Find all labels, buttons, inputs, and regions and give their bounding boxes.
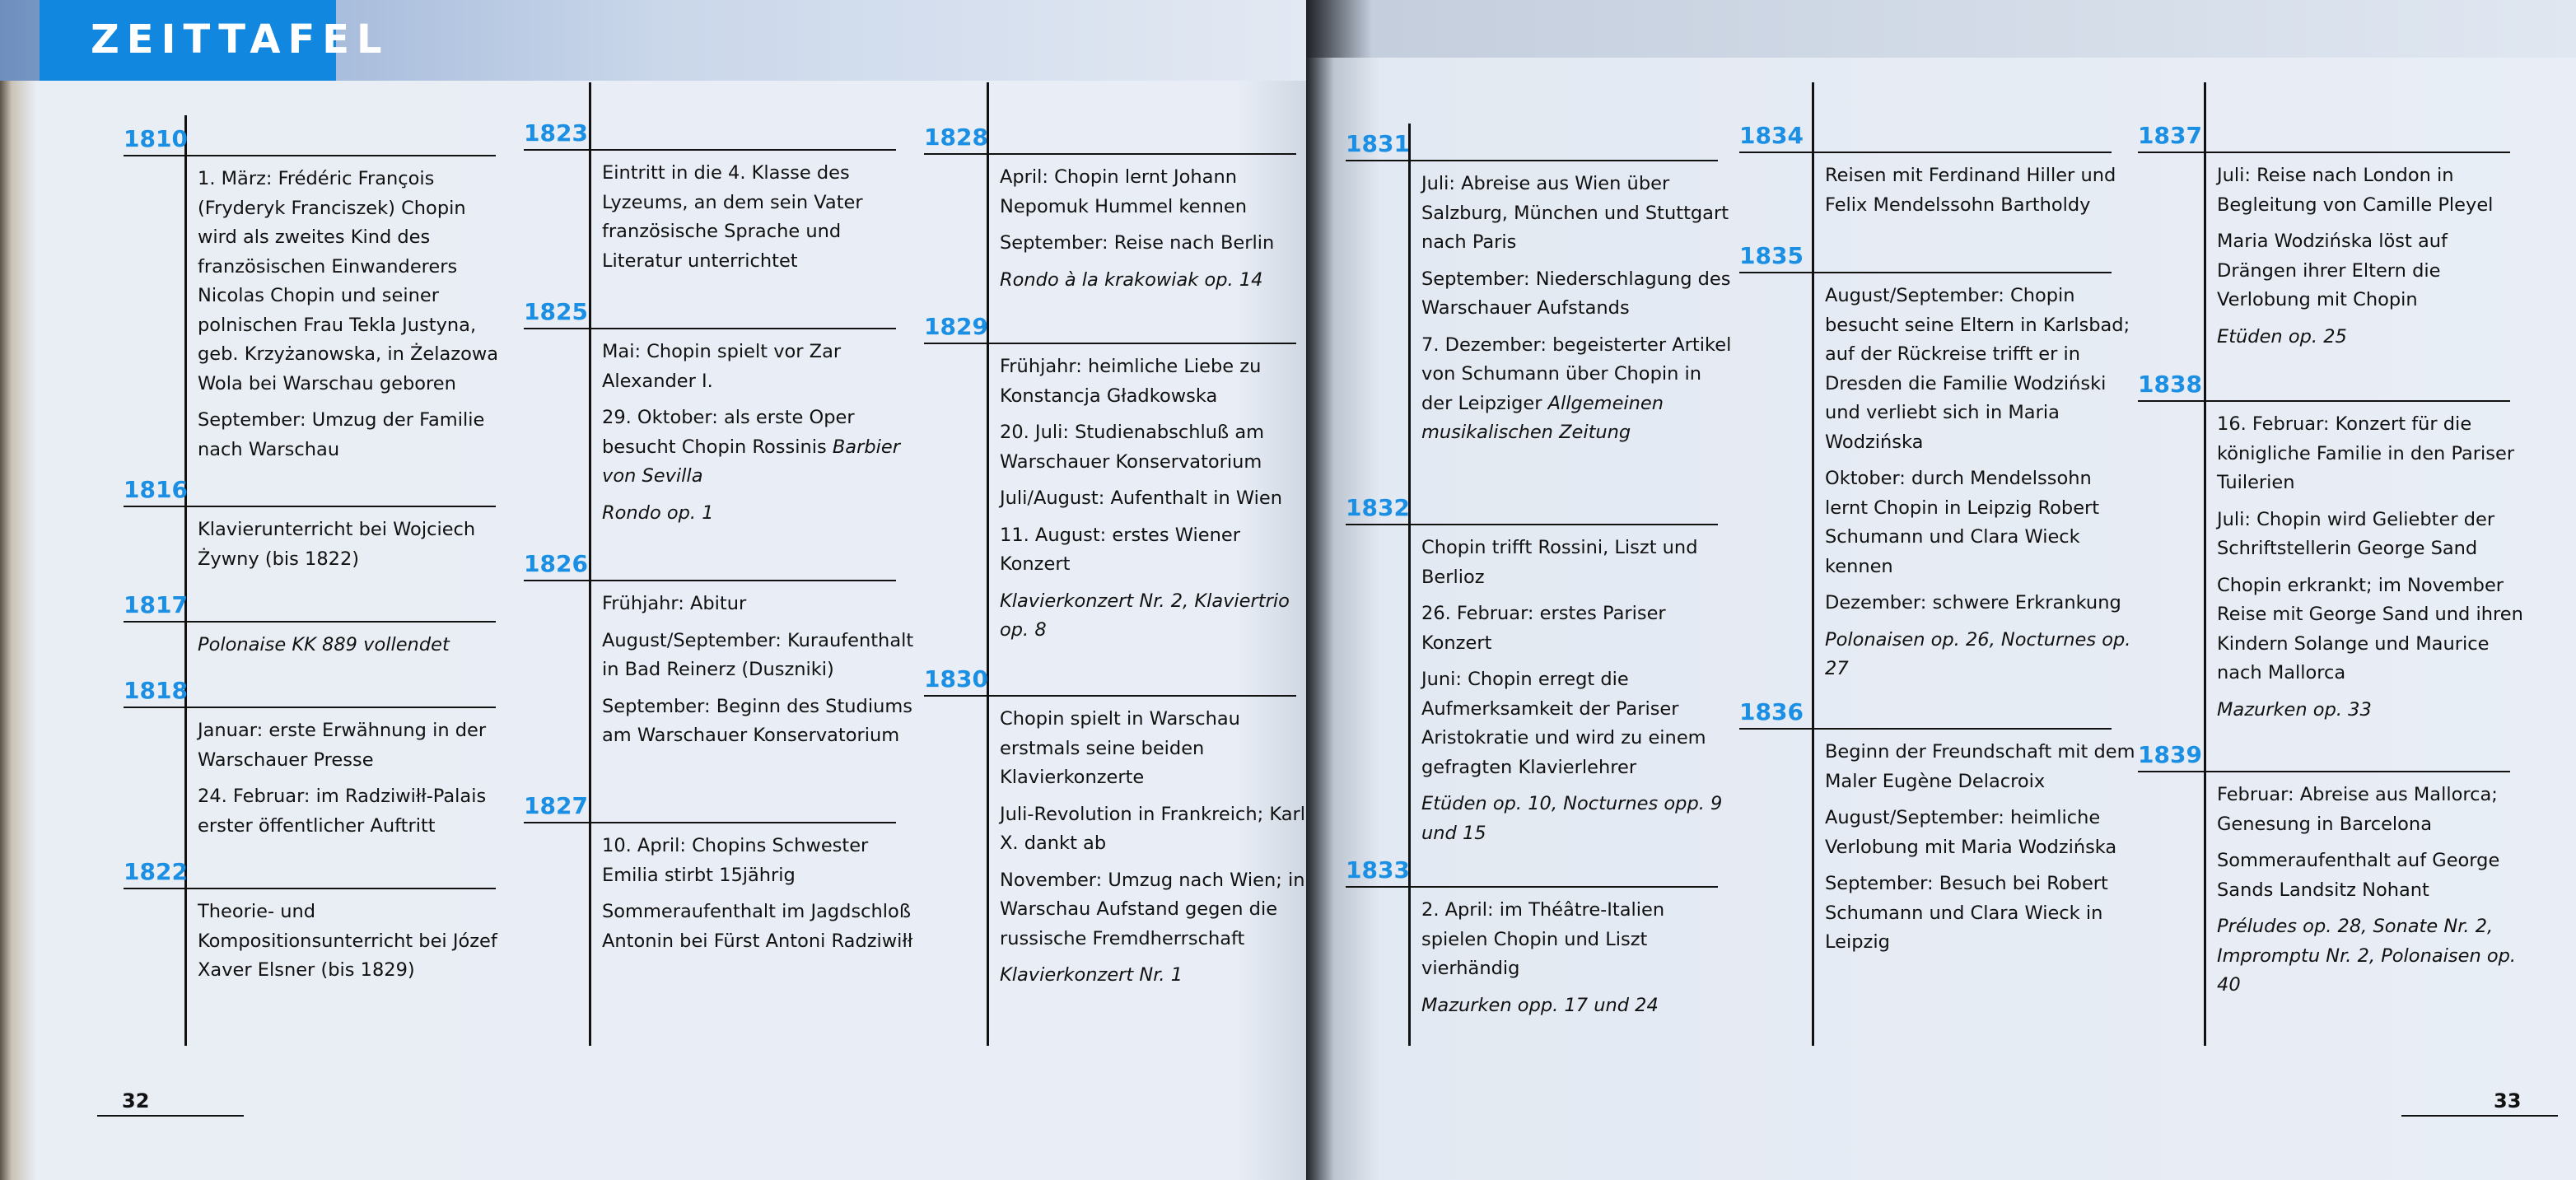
- year-entry: [2217, 781, 2530, 1008]
- page-number-left: 32: [122, 1089, 150, 1112]
- year-entry: [1825, 282, 2138, 692]
- year-label: 1810: [124, 125, 188, 152]
- year-label: 1825: [524, 298, 588, 325]
- year-rule: [1346, 160, 1718, 161]
- event-text: Dezember: schwere Erkrankung: [1825, 592, 2121, 613]
- year-label: 1817: [124, 591, 188, 618]
- event-text: Chopin erkrankt; im November Reise mit George Sand und ihren Kindern Solange und Maurice nach Mallorca: [2217, 574, 2523, 683]
- year-rule: [124, 707, 496, 708]
- year-label: 1830: [924, 665, 988, 693]
- event-text: Juli: Abreise aus Wien über Salzburg, München und Stuttgart nach Paris: [1421, 173, 1729, 253]
- year-rule: [524, 580, 896, 581]
- event-text: 7. Dezember: begeisterter Artikel von Schumann über Chopin in der Leipziger Allgemeinen musikalischen Zeitung: [1421, 333, 1732, 443]
- event-text: Eintritt in die 4. Klasse des Lyzeums, an dem sein Vater französische Sprache und Literatur unterrichtet: [602, 162, 863, 272]
- year-rule: [1739, 728, 2112, 730]
- event-text: Maria Wodzińska löst auf Drängen ihrer Eltern die Verlobung mit Chopin: [2217, 231, 2448, 310]
- event-text: August/September: Kuraufenthalt in Bad Reinerz (Duszniki): [602, 629, 914, 680]
- timeline-column-2: [524, 0, 919, 1180]
- year-label: 1829: [924, 313, 988, 340]
- event-text: September: Beginn des Studiums am Warschauer Konservatorium: [602, 695, 912, 746]
- timeline-column-3: [924, 0, 1306, 1180]
- year-rule: [524, 328, 896, 329]
- event-text: September: Reise nach Berlin: [1000, 232, 1275, 254]
- work-title: Etüden op. 10, Nocturnes opp. 9 und 15: [1421, 793, 1723, 844]
- event-text: Chopin spielt in Warschau erstmals seine beiden Klavierkonzerte: [1000, 708, 1240, 788]
- year-label: 1822: [124, 858, 188, 885]
- event-text: Mai: Chopin spielt vor Zar Alexander I.: [602, 341, 842, 392]
- timeline-vertical-rule: [987, 82, 989, 1046]
- page-title: ZEITTAFEL: [91, 16, 390, 63]
- page-number-right: 33: [2494, 1089, 2522, 1112]
- page-number-rule-right: [2401, 1115, 2558, 1117]
- work-title: Rondo à la krakowiak op. 14: [1000, 268, 1263, 291]
- year-entry: [1825, 161, 2138, 227]
- work-title: Polonaise KK 889 vollendet: [198, 634, 450, 655]
- year-entry: [2217, 161, 2530, 359]
- year-rule: [2138, 152, 2510, 153]
- event-text: Juli: Chopin wird Geliebter der Schriftstellerin George Sand: [2217, 508, 2495, 559]
- year-entry: [198, 716, 511, 848]
- event-text: Sommeraufenthalt im Jagdschloß Antonin bei Fürst Antoni Radziwiłł: [602, 901, 913, 952]
- event-text: Reisen mit Ferdinand Hiller und Felix Mendelssohn Bartholdy: [1825, 165, 2116, 216]
- event-text: Frühjahr: heimliche Liebe zu Konstancja Gładkowska: [1000, 356, 1262, 407]
- year-rule: [1739, 152, 2112, 153]
- year-entry: [2217, 410, 2530, 732]
- year-label: 1826: [524, 550, 588, 577]
- event-text: Theorie- und Kompositionsunterricht bei Józef Xaver Elsner (bis 1829): [198, 901, 497, 981]
- year-rule: [524, 822, 896, 823]
- work-title: Klavierkonzert Nr. 2, Klaviertrio op. 8: [1000, 590, 1290, 641]
- timeline-column-1: [124, 0, 519, 1180]
- year-label: 1818: [124, 677, 188, 704]
- year-entry: [1825, 738, 2138, 965]
- event-text: 1. März: Frédéric François (Fryderyk Franciszek) Chopin wird als zweites Kind des französischen Einwanderers Nicolas Chopin und seiner polnischen Frau Tekla Justyna, geb. Krzyżanowska, in Żelazowa Wola bei Warschau geboren: [198, 168, 499, 394]
- work-title: Klavierkonzert Nr. 1: [1000, 964, 1183, 986]
- year-entry: [602, 338, 915, 535]
- event-text: Juli: Reise nach London in Begleitung von Camille Pleyel: [2217, 165, 2494, 216]
- event-text: 29. Oktober: als erste Oper besucht Chopin Rossinis Barbier von Sevilla: [602, 407, 900, 487]
- timeline-vertical-rule: [1812, 82, 1814, 1046]
- event-text: September: Umzug der Familie nach Warschau: [198, 409, 485, 460]
- timeline-vertical-rule: [589, 82, 591, 1046]
- event-text: Beginn der Freundschaft mit dem Maler Eugène Delacroix: [1825, 741, 2135, 792]
- year-rule: [1346, 886, 1718, 888]
- year-entry: [198, 898, 511, 993]
- event-text: Juli/August: Aufenthalt in Wien: [1000, 487, 1282, 509]
- event-text: Februar: Abreise aus Mallorca; Genesung in Barcelona: [2217, 784, 2498, 835]
- timeline-column-6: [2138, 0, 2533, 1180]
- year-label: 1832: [1346, 494, 1410, 521]
- year-rule: [1346, 524, 1718, 525]
- year-entry: [1421, 896, 1734, 1028]
- year-rule: [2138, 771, 2510, 772]
- year-label: 1833: [1346, 856, 1410, 884]
- event-text: Klavierunterricht bei Wojciech Żywny (bis 1822): [198, 519, 476, 570]
- year-entry: [198, 515, 511, 581]
- timeline-vertical-rule: [1408, 124, 1411, 1046]
- year-entry: [1000, 163, 1306, 302]
- work-title: Mazurken opp. 17 und 24: [1421, 994, 1659, 1016]
- work-title: Polonaisen op. 26, Nocturnes op. 27: [1825, 628, 2131, 679]
- event-text: 20. Juli: Studienabschluß am Warschauer Konservatorium: [1000, 422, 1265, 473]
- year-rule: [124, 506, 496, 507]
- event-text: 16. Februar: Konzert für die königliche Familie in den Pariser Tuilerien: [2217, 413, 2515, 493]
- work-title: Mazurken op. 33: [2217, 698, 2372, 721]
- year-entry: [602, 159, 915, 283]
- year-rule: [924, 695, 1296, 697]
- event-text: September: Besuch bei Robert Schumann und Clara Wieck in Leipzig: [1825, 873, 2108, 953]
- event-text: 10. April: Chopins Schwester Emilia stirbt 15jährig: [602, 835, 869, 886]
- year-entry: [1000, 705, 1306, 998]
- year-entry: [1421, 170, 1734, 455]
- event-text: 26. Februar: erstes Pariser Konzert: [1421, 603, 1666, 654]
- event-text: Sommeraufenthalt auf George Sands Landsitz Nohant: [2217, 850, 2500, 901]
- year-entry: [602, 832, 915, 963]
- year-entry: [1000, 352, 1306, 653]
- year-label: 1831: [1346, 130, 1410, 157]
- year-label: 1827: [524, 792, 588, 819]
- timeline-column-5: [1739, 0, 2135, 1180]
- year-label: 1837: [2138, 122, 2202, 149]
- year-rule: [124, 621, 496, 623]
- year-label: 1839: [2138, 741, 2202, 768]
- year-label: 1836: [1739, 698, 1804, 725]
- year-label: 1838: [2138, 371, 2202, 398]
- event-text: August/September: heimliche Verlobung mit Maria Wodzińska: [1825, 807, 2117, 858]
- event-text: 11. August: erstes Wiener Konzert: [1000, 524, 1240, 575]
- event-text: August/September: Chopin besucht seine Eltern in Karlsbad; auf der Rückreise trifft er in Dresden die Familie Wodziński und verliebt sich in Maria Wodzińska: [1825, 285, 2130, 453]
- year-entry: [198, 631, 511, 668]
- year-rule: [524, 149, 896, 151]
- year-entry: [198, 165, 511, 472]
- year-rule: [924, 153, 1296, 155]
- right-page: [1306, 0, 2576, 1180]
- work-title: Etüden op. 25: [2217, 325, 2347, 347]
- work-title: Barbier von Sevilla: [602, 436, 900, 487]
- year-rule: [2138, 400, 2510, 402]
- work-title: Allgemeinen musikalischen Zeitung: [1421, 392, 1664, 443]
- event-text: Frühjahr: Abitur: [602, 593, 747, 614]
- year-label: 1816: [124, 476, 188, 503]
- year-rule: [1739, 272, 2112, 273]
- year-label: 1823: [524, 119, 588, 147]
- year-rule: [924, 343, 1296, 344]
- work-title: Préludes op. 28, Sonate Nr. 2, Impromptu Nr. 2, Polonaisen op. 40: [2217, 916, 2517, 996]
- event-text: 2. April: im Théâtre-Italien spielen Chopin und Liszt vierhändig: [1421, 899, 1665, 979]
- event-text: Juni: Chopin erregt die Aufmerksamkeit der Pariser Aristokratie und wird zu einem gefragten Klavierlehrer: [1421, 669, 1706, 778]
- timeline-column-4: [1346, 0, 1741, 1180]
- event-text: Juli-Revolution in Frankreich; Karl X. dankt ab: [1000, 803, 1305, 854]
- work-title: Rondo op. 1: [602, 501, 714, 524]
- timeline-vertical-rule: [184, 115, 187, 1046]
- event-text: September: Niederschlagung des Warschauer Aufstands: [1421, 268, 1731, 319]
- event-text: November: Umzug nach Wien; in Warschau Aufstand gegen die russische Fremdherrschaft: [1000, 869, 1305, 949]
- event-text: April: Chopin lernt Johann Nepomuk Hummel kennen: [1000, 166, 1248, 217]
- year-label: 1835: [1739, 242, 1804, 269]
- year-rule: [124, 888, 496, 889]
- year-entry: [1421, 534, 1734, 856]
- year-entry: [602, 590, 915, 758]
- timeline-vertical-rule: [2204, 82, 2206, 1046]
- year-rule: [124, 155, 496, 156]
- event-text: Januar: erste Erwähnung in der Warschauer Presse: [198, 720, 487, 771]
- page-number-rule-left: [97, 1115, 244, 1117]
- event-text: Oktober: durch Mendelssohn lernt Chopin in Leipzig Robert Schumann und Clara Wieck kennen: [1825, 468, 2100, 577]
- year-label: 1828: [924, 124, 988, 151]
- year-label: 1834: [1739, 122, 1804, 149]
- event-text: 24. Februar: im Radziwiłł-Palais erster öffentlicher Auftritt: [198, 786, 487, 837]
- event-text: Chopin trifft Rossini, Liszt und Berlioz: [1421, 537, 1698, 588]
